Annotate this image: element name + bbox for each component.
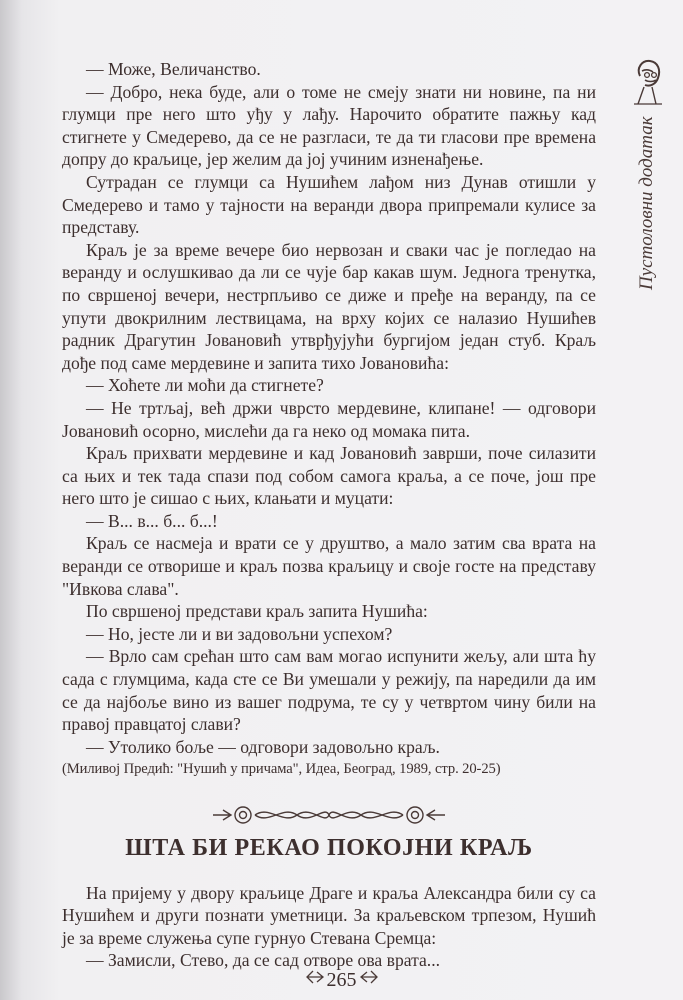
paragraph: — Замисли, Стево, да се сад отворе ова врата...: [86, 950, 441, 971]
source-citation: (Миливој Предић: "Нушић у причама", Идеа, Београд, 1989, стр. 20-25): [62, 761, 501, 778]
paragraph: — Добро, нека буде, али о томе не смеју знати ни новине, па ни глумци пре него што уђу у лађу. Нарочито обратите пажњу кад стигнете у Смедерево, да се не разгласи, те да ти гласови пре времена допру до краљице, јер желим да јој учиним изненађење.: [62, 81, 596, 170]
paragraph: — Утолико боље — одговори задовољно краљ.: [86, 736, 440, 757]
paragraph: Краљ је за време вечере био нервозан и сваки час је погледао на веранду и ослушкивао да ли се чује бар какав шум. Једнога тренутка, по свршеној вечери, нестрпљиво се диже и пређе на веранду, па се упути двокрилним лествицама, на врху којих се налазио Нушићев радник Драгутин Јовановић утврђујући бургијом један стуб. Краљ дође под саме мердевине и запита тихо Јовановића:: [62, 239, 596, 373]
section-heading: ШТА БИ РЕКАО ПОКОЈНИ КРАЉ: [125, 835, 533, 861]
paragraph: Сутрадан се глумци са Нушићем лађом низ Дунав отишли у Смедерево и тамо у тајности на веранди двора припремали кулисе за представу.: [62, 171, 596, 238]
paragraph: — Но, јесте ли и ви задовољни успехом?: [86, 623, 393, 644]
paragraph: — Хоћете ли моћи да стигнете?: [86, 375, 324, 396]
main-text-column: [62, 58, 596, 972]
paragraph: — Врло сам срећан што сам вам могао испунити жељу, али шта ћу сада с глумцима, када сте се Ви умешали у режију, па наредили да им се да најбоље вино из вашег подрума, те су у четвртом чину били на правој правцатој слави?: [62, 646, 596, 735]
page-number-footer: [0, 966, 683, 994]
paragraph: — Може, Величанство.: [86, 59, 261, 79]
running-title: Пустоловни додатак: [636, 116, 657, 290]
folio-ornament-right-icon: [359, 966, 381, 994]
paragraph: По свршеној представи краљ запита Нушића:: [86, 601, 428, 622]
paragraph: На пријему у двору краљице Драге и краља Александра били су са Нушићем и други познати уметници. За краљевском трпезом, Нушић је за време служења супе гурнуо Стевана Сремца:: [62, 882, 596, 948]
paragraph: Краљ се насмеја и врати се у друштво, а мало затим сва врата на веранди се отворише и краљ позва краљицу и своје госте на представу "Ивкова слава".: [62, 533, 596, 599]
section-divider-ornament: [62, 803, 596, 827]
paragraph: — Не тртљај, већ држи чврсто мердевине, клипане! — одговори Јовановић осорно, мислећи да га неко од момака пита.: [62, 397, 596, 441]
paragraph: Краљ прихвати мердевине и кад Јовановић заврши, поче силазити са њих и тек тада спази под собом самога краља, а се поче, још пре него што је сишао с њих, клањати и муцати:: [62, 443, 596, 509]
paragraph: — В... в... б... б...!: [86, 510, 218, 531]
page-number: 265: [326, 968, 357, 991]
folio-ornament-left-icon: [303, 966, 325, 994]
